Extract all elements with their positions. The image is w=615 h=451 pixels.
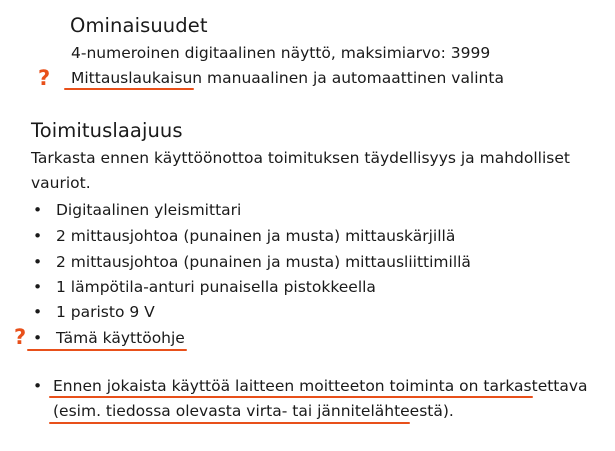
delivery-intro-line-2: vauriot. <box>31 174 91 192</box>
note-line-1: Ennen jokaista käyttöä laitteen moitteeton toiminta on tarkastettava <box>53 377 588 395</box>
question-mark-annotation-1: ? <box>38 66 51 90</box>
list-item: Tämä käyttöohje <box>56 329 185 347</box>
underline-annotation-1 <box>64 88 194 90</box>
underline-annotation-2 <box>27 349 187 351</box>
underline-annotation-4 <box>49 422 410 424</box>
delivery-heading: Toimituslaajuus <box>31 119 183 142</box>
bullet-dot: • <box>33 253 43 271</box>
bullet-dot: • <box>33 329 43 347</box>
question-mark-annotation-2: ? <box>14 325 27 349</box>
list-item: Digitaalinen yleismittari <box>56 201 242 219</box>
bullet-dot: • <box>33 201 43 219</box>
bullet-dot: • <box>33 303 43 321</box>
bullet-dot: • <box>33 278 43 296</box>
list-item: 1 paristo 9 V <box>56 303 155 321</box>
note-line-2: (esim. tiedossa olevasta virta- tai jännitelähteestä). <box>53 402 454 420</box>
features-heading: Ominaisuudet <box>70 14 208 37</box>
list-item: 2 mittausjohtoa (punainen ja musta) mittausliittimillä <box>56 253 471 271</box>
features-line-trigger: Mittauslaukaisun manuaalinen ja automaattinen valinta <box>71 69 504 87</box>
list-item: 1 lämpötila-anturi punaisella pistokkeella <box>56 278 376 296</box>
underline-annotation-3 <box>49 396 533 398</box>
delivery-intro-line-1: Tarkasta ennen käyttöönottoa toimituksen täydellisyys ja mahdolliset <box>31 149 570 167</box>
bullet-dot: • <box>33 377 43 395</box>
list-item: 2 mittausjohtoa (punainen ja musta) mittauskärjillä <box>56 227 456 245</box>
features-line-display: 4-numeroinen digitaalinen näyttö, maksimiarvo: 3999 <box>71 44 491 62</box>
bullet-dot: • <box>33 227 43 245</box>
